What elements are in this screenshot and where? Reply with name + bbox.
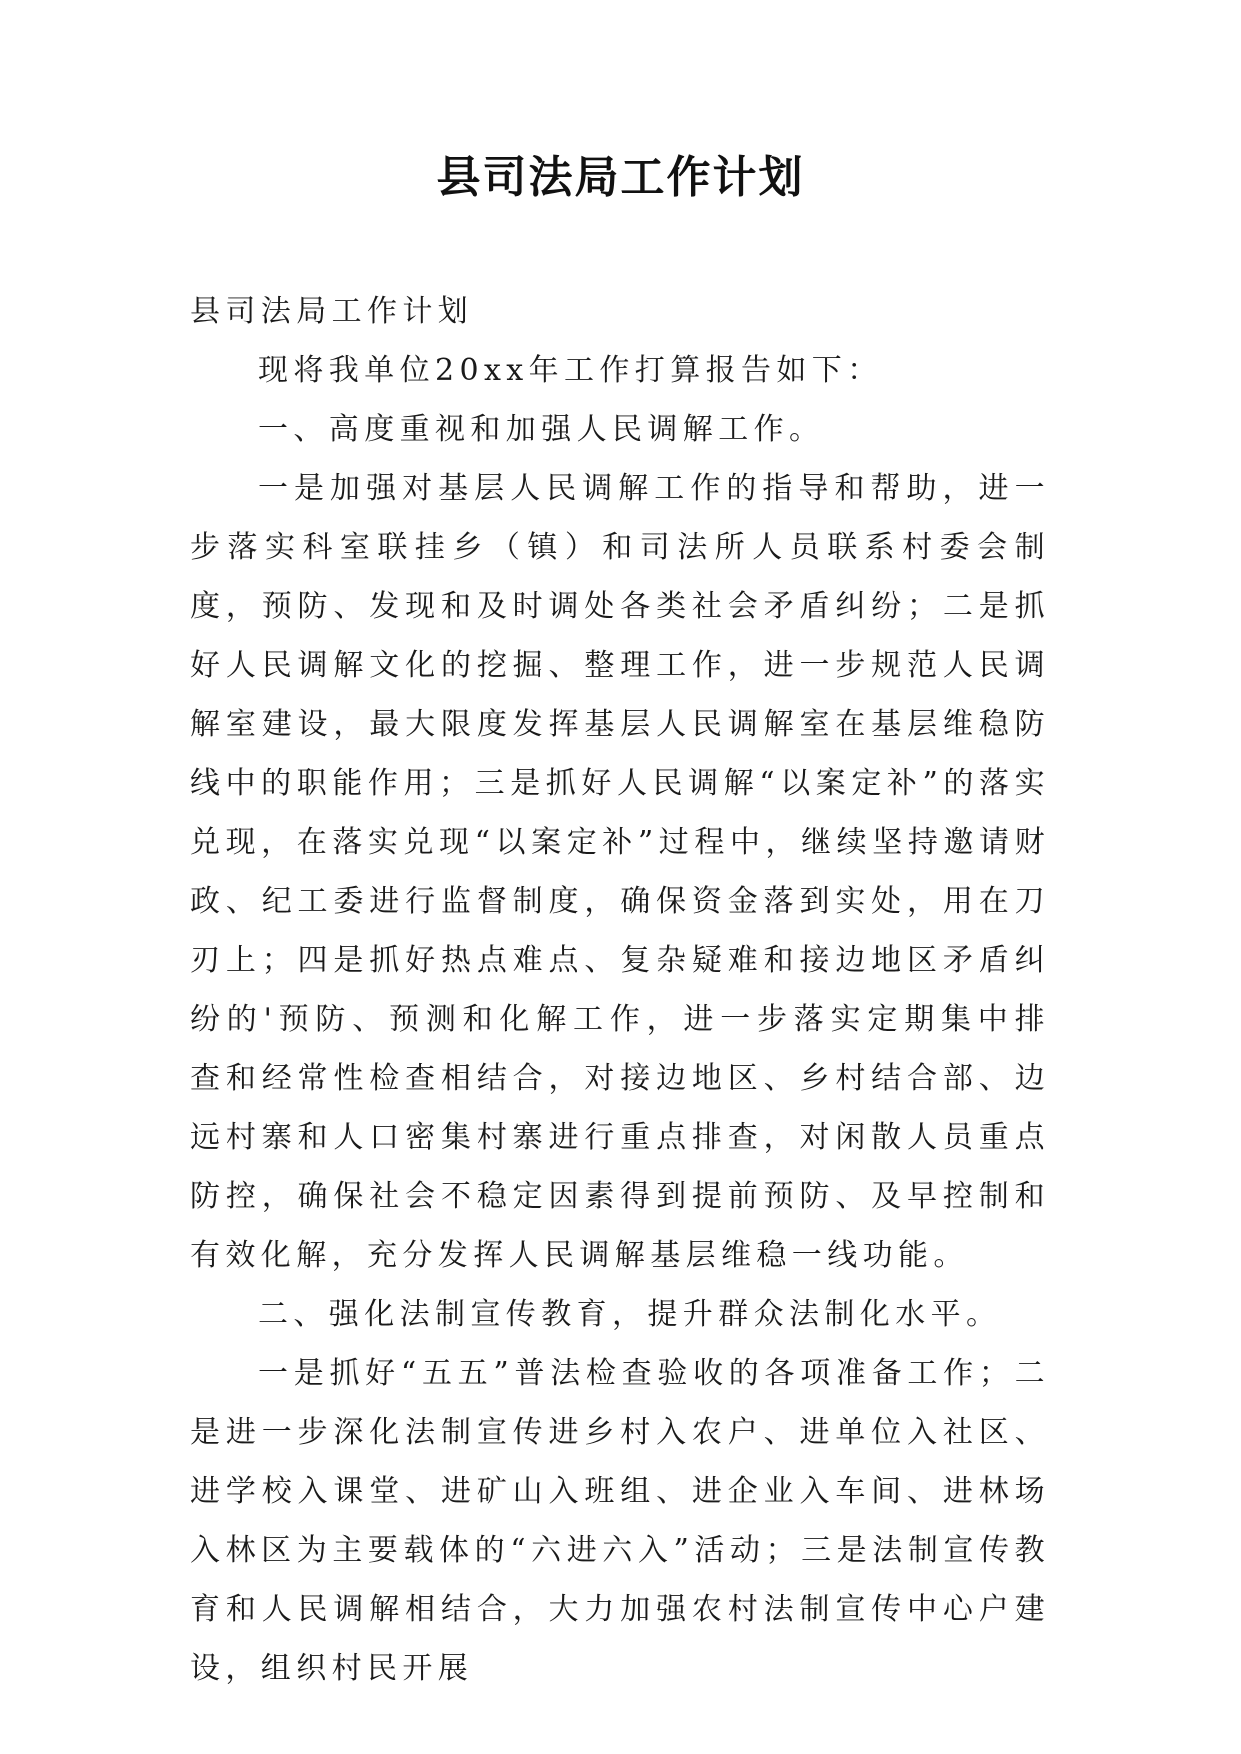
paragraph-legal-education-details: 一是抓好“五五”普法检查验收的各项准备工作；二是进一步深化法制宣传进乡村入农户、进单位入社区、进学校入课堂、进矿山入班组、进企业入车间、进林场入林区为主要载体的“六进六入”活动；三是法制宣传教育和人民调解相结合，大力加强农村法制宣传中心户建设，组织村民开展: [190, 1356, 1050, 1686]
paragraph-mediation-details: 一是加强对基层人民调解工作的指导和帮助，进一步落实科室联挂乡（镇）和司法所人员联系村委会制度，预防、发现和及时调处各类社会矛盾纠纷；二是抓好人民调解文化的挖掘、整理工作，进一步规范人民调解室建设，最大限度发挥基层人民调解室在基层维稳防线中的职能作用；三是抓好人民调解“以案定补”的落实兑现，在落实兑现“以案定补”过程中，继续坚持邀请财政、纪工委进行监督制度，确保资金落到实处，用在刀刃上；四是抓好热点难点、复杂疑难和接边地区矛盾纠纷的'预防、预测和化解工作，进一步落实定期集中排查和经常性检查相结合，对接边地区、乡村结合部、边远村寨和人口密集村寨进行重点排查，对闲散人员重点防控，确保社会不稳定因素得到提前预防、及早控制和有效化解，充分发挥人民调解基层维稳一线功能。: [190, 471, 1050, 1273]
paragraph-heading: 县司法局工作计划: [190, 294, 474, 329]
document-body: [190, 282, 1050, 1698]
section-heading-mediation: 一、高度重视和加强人民调解工作。: [258, 412, 825, 447]
document-title: 县司法局工作计划: [436, 152, 805, 203]
paragraph-intro: 现将我单位20xx年工作打算报告如下：: [258, 353, 883, 388]
section-heading-legal-education: 二、强化法制宣传教育，提升群众法制化水平。: [258, 1297, 1002, 1332]
